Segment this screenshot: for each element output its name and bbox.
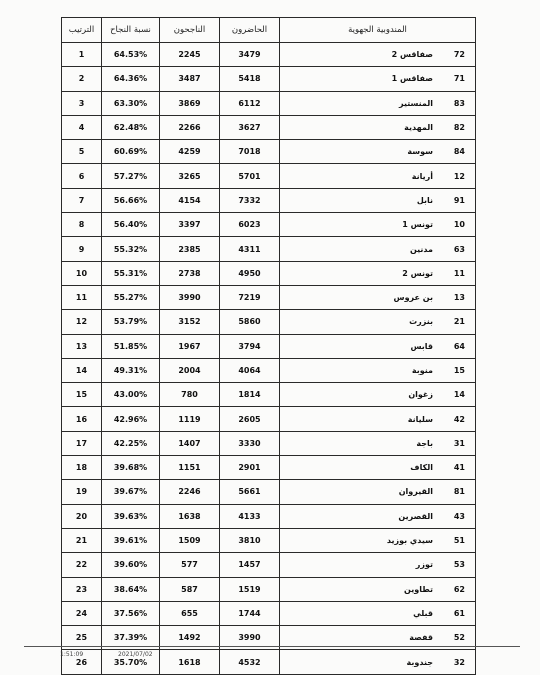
present-cell: 3990 bbox=[220, 626, 280, 650]
region-name: بن عروس bbox=[393, 293, 433, 303]
passed-cell: 3265 bbox=[160, 164, 220, 188]
region-name: جندوبة bbox=[406, 657, 433, 667]
results-table bbox=[61, 17, 476, 675]
passed-cell: 1638 bbox=[160, 504, 220, 528]
footer-time: 1:51:09 bbox=[60, 651, 84, 658]
present-cell: 3627 bbox=[220, 115, 280, 139]
passed-cell: 1119 bbox=[160, 407, 220, 431]
passed-cell: 4154 bbox=[160, 188, 220, 212]
present-cell: 5418 bbox=[220, 67, 280, 91]
table-row bbox=[62, 407, 476, 431]
region-name: صفاقس 2 bbox=[391, 50, 433, 60]
rank-cell: 21 bbox=[62, 528, 102, 552]
table-row bbox=[62, 43, 476, 67]
rank-cell: 26 bbox=[62, 650, 102, 674]
rank-cell: 15 bbox=[62, 383, 102, 407]
rank-cell: 23 bbox=[62, 577, 102, 601]
region-code: 31 bbox=[453, 438, 465, 448]
region-cell bbox=[280, 601, 476, 625]
region-code: 32 bbox=[453, 657, 465, 667]
rate-cell: 42.25% bbox=[102, 431, 160, 455]
region-code: 13 bbox=[453, 293, 465, 303]
region-name: مدنين bbox=[409, 244, 433, 254]
region-cell bbox=[280, 650, 476, 674]
rate-cell: 42.96% bbox=[102, 407, 160, 431]
rate-cell: 63.30% bbox=[102, 91, 160, 115]
present-cell: 2605 bbox=[220, 407, 280, 431]
table-row bbox=[62, 383, 476, 407]
table-row bbox=[62, 115, 476, 139]
present-cell: 1744 bbox=[220, 601, 280, 625]
rank-cell: 19 bbox=[62, 480, 102, 504]
region-name: تطاوين bbox=[404, 584, 433, 594]
region-code: 72 bbox=[453, 50, 465, 60]
table-row bbox=[62, 528, 476, 552]
region-cell bbox=[280, 456, 476, 480]
region-code: 52 bbox=[453, 633, 465, 643]
table-row bbox=[62, 213, 476, 237]
present-cell: 4064 bbox=[220, 358, 280, 382]
rank-cell: 10 bbox=[62, 261, 102, 285]
present-cell: 4311 bbox=[220, 237, 280, 261]
region-code: 14 bbox=[453, 390, 465, 400]
region-code: 15 bbox=[453, 366, 465, 375]
table-row bbox=[62, 285, 476, 309]
region-cell bbox=[280, 310, 476, 334]
rate-cell: 64.53% bbox=[102, 43, 160, 67]
region-name: صفاقس 1 bbox=[391, 74, 433, 84]
region-code: 63 bbox=[453, 244, 465, 254]
region-cell bbox=[280, 67, 476, 91]
region-code: 51 bbox=[453, 536, 465, 546]
region-cell bbox=[280, 334, 476, 358]
region-code: 61 bbox=[453, 608, 465, 618]
table-body bbox=[62, 43, 476, 675]
table-row bbox=[62, 358, 476, 382]
rate-cell: 60.69% bbox=[102, 140, 160, 164]
region-code: 41 bbox=[453, 463, 465, 473]
passed-cell: 2245 bbox=[160, 43, 220, 67]
present-cell: 6112 bbox=[220, 91, 280, 115]
region-name: توزر bbox=[415, 560, 433, 570]
present-cell: 1457 bbox=[220, 553, 280, 577]
table-row bbox=[62, 431, 476, 455]
rate-cell: 37.56% bbox=[102, 601, 160, 625]
table-row bbox=[62, 456, 476, 480]
present-cell: 5860 bbox=[220, 310, 280, 334]
present-cell: 4532 bbox=[220, 650, 280, 674]
rate-cell: 38.64% bbox=[102, 577, 160, 601]
region-cell bbox=[280, 553, 476, 577]
passed-cell: 2246 bbox=[160, 480, 220, 504]
header-rank: الترتيب bbox=[62, 18, 102, 43]
region-name: سيدي بوزيد bbox=[386, 536, 433, 546]
region-name: أريانة bbox=[411, 171, 433, 181]
passed-cell: 655 bbox=[160, 601, 220, 625]
region-cell bbox=[280, 358, 476, 382]
rate-cell: 37.39% bbox=[102, 626, 160, 650]
table-row bbox=[62, 577, 476, 601]
present-cell: 3479 bbox=[220, 43, 280, 67]
region-name: قفصة bbox=[409, 633, 433, 643]
rank-cell: 8 bbox=[62, 213, 102, 237]
table-row bbox=[62, 261, 476, 285]
rank-cell: 13 bbox=[62, 334, 102, 358]
rank-cell: 17 bbox=[62, 431, 102, 455]
passed-cell: 1618 bbox=[160, 650, 220, 674]
passed-cell: 1492 bbox=[160, 626, 220, 650]
table-row bbox=[62, 91, 476, 115]
rank-cell: 20 bbox=[62, 504, 102, 528]
present-cell: 4133 bbox=[220, 504, 280, 528]
region-name: بنزرت bbox=[409, 317, 433, 327]
rank-cell: 16 bbox=[62, 407, 102, 431]
rank-cell: 22 bbox=[62, 553, 102, 577]
passed-cell: 587 bbox=[160, 577, 220, 601]
table-row bbox=[62, 480, 476, 504]
passed-cell: 2266 bbox=[160, 115, 220, 139]
region-cell bbox=[280, 91, 476, 115]
passed-cell: 3990 bbox=[160, 285, 220, 309]
region-code: 21 bbox=[453, 317, 465, 327]
rate-cell: 49.31% bbox=[102, 358, 160, 382]
region-code: 42 bbox=[453, 414, 465, 424]
rank-cell: 18 bbox=[62, 456, 102, 480]
rank-cell: 7 bbox=[62, 188, 102, 212]
footer-divider bbox=[24, 646, 520, 647]
rate-cell: 56.40% bbox=[102, 213, 160, 237]
present-cell: 6023 bbox=[220, 213, 280, 237]
region-cell bbox=[280, 431, 476, 455]
present-cell: 5661 bbox=[220, 480, 280, 504]
rate-cell: 55.31% bbox=[102, 261, 160, 285]
rank-cell: 5 bbox=[62, 140, 102, 164]
region-code: 84 bbox=[453, 147, 465, 157]
region-code: 64 bbox=[453, 341, 465, 351]
present-cell: 5701 bbox=[220, 164, 280, 188]
rate-cell: 39.68% bbox=[102, 456, 160, 480]
rate-cell: 39.63% bbox=[102, 504, 160, 528]
region-cell bbox=[280, 528, 476, 552]
present-cell: 1519 bbox=[220, 577, 280, 601]
passed-cell: 1509 bbox=[160, 528, 220, 552]
passed-cell: 1967 bbox=[160, 334, 220, 358]
region-name: تونس 1 bbox=[402, 220, 433, 230]
passed-cell: 2738 bbox=[160, 261, 220, 285]
header-rate: نسبة النجاح bbox=[102, 18, 160, 43]
rate-cell: 55.27% bbox=[102, 285, 160, 309]
region-cell bbox=[280, 577, 476, 601]
header-present: الحاضرون bbox=[220, 18, 280, 43]
rate-cell: 57.27% bbox=[102, 164, 160, 188]
rate-cell: 43.00% bbox=[102, 383, 160, 407]
region-code: 10 bbox=[453, 220, 465, 230]
region-cell bbox=[280, 237, 476, 261]
present-cell: 3330 bbox=[220, 431, 280, 455]
region-code: 71 bbox=[453, 74, 465, 84]
region-cell bbox=[280, 407, 476, 431]
region-name: الكاف bbox=[410, 463, 433, 473]
region-cell bbox=[280, 140, 476, 164]
passed-cell: 2004 bbox=[160, 358, 220, 382]
table-row bbox=[62, 310, 476, 334]
table-row bbox=[62, 334, 476, 358]
rank-cell: 1 bbox=[62, 43, 102, 67]
table-row bbox=[62, 188, 476, 212]
present-cell: 7332 bbox=[220, 188, 280, 212]
table-row bbox=[62, 67, 476, 91]
region-cell bbox=[280, 43, 476, 67]
region-code: 83 bbox=[453, 98, 465, 108]
footer-date: 2021/07/02 bbox=[118, 651, 153, 658]
passed-cell: 1151 bbox=[160, 456, 220, 480]
region-name: سليانة bbox=[407, 414, 433, 424]
passed-cell: 3152 bbox=[160, 310, 220, 334]
rate-cell: 39.67% bbox=[102, 480, 160, 504]
table-header-row bbox=[62, 18, 476, 43]
rate-cell: 39.60% bbox=[102, 553, 160, 577]
rank-cell: 2 bbox=[62, 67, 102, 91]
present-cell: 7219 bbox=[220, 285, 280, 309]
present-cell: 3794 bbox=[220, 334, 280, 358]
rank-cell: 14 bbox=[62, 358, 102, 382]
passed-cell: 4259 bbox=[160, 140, 220, 164]
table-row bbox=[62, 164, 476, 188]
table-row bbox=[62, 237, 476, 261]
present-cell: 7018 bbox=[220, 140, 280, 164]
region-cell bbox=[280, 261, 476, 285]
passed-cell: 1407 bbox=[160, 431, 220, 455]
table-row bbox=[62, 601, 476, 625]
present-cell: 2901 bbox=[220, 456, 280, 480]
passed-cell: 3397 bbox=[160, 213, 220, 237]
region-code: 12 bbox=[453, 171, 465, 181]
table-row bbox=[62, 504, 476, 528]
region-cell bbox=[280, 285, 476, 309]
region-name: تونس 2 bbox=[402, 268, 433, 278]
region-name: نابل bbox=[416, 195, 433, 205]
region-cell bbox=[280, 383, 476, 407]
present-cell: 4950 bbox=[220, 261, 280, 285]
region-cell bbox=[280, 504, 476, 528]
rank-cell: 6 bbox=[62, 164, 102, 188]
header-region: المندوبية الجهوية bbox=[280, 18, 476, 43]
region-cell bbox=[280, 115, 476, 139]
rate-cell: 62.48% bbox=[102, 115, 160, 139]
region-cell bbox=[280, 188, 476, 212]
table-row bbox=[62, 553, 476, 577]
rank-cell: 9 bbox=[62, 237, 102, 261]
region-code: 53 bbox=[453, 560, 465, 570]
region-name: القصرين bbox=[398, 511, 433, 521]
region-name: سوسة bbox=[407, 147, 433, 157]
rate-cell: 55.32% bbox=[102, 237, 160, 261]
region-code: 91 bbox=[453, 195, 465, 205]
rate-cell: 39.61% bbox=[102, 528, 160, 552]
rank-cell: 12 bbox=[62, 310, 102, 334]
region-name: زغوان bbox=[408, 390, 433, 400]
header-passed: الناجحون bbox=[160, 18, 220, 43]
table-row bbox=[62, 140, 476, 164]
passed-cell: 780 bbox=[160, 383, 220, 407]
region-name: منوبة bbox=[411, 366, 433, 375]
region-cell bbox=[280, 164, 476, 188]
region-cell bbox=[280, 213, 476, 237]
passed-cell: 2385 bbox=[160, 237, 220, 261]
rank-cell: 25 bbox=[62, 626, 102, 650]
rank-cell: 11 bbox=[62, 285, 102, 309]
rank-cell: 24 bbox=[62, 601, 102, 625]
passed-cell: 577 bbox=[160, 553, 220, 577]
region-name: القيروان bbox=[398, 487, 433, 497]
rate-cell: 53.79% bbox=[102, 310, 160, 334]
region-code: 62 bbox=[453, 584, 465, 594]
region-name: قبلي bbox=[413, 608, 433, 618]
present-cell: 3810 bbox=[220, 528, 280, 552]
passed-cell: 3487 bbox=[160, 67, 220, 91]
region-name: المهدية bbox=[404, 123, 433, 133]
region-name: باجة bbox=[416, 438, 433, 448]
region-cell bbox=[280, 480, 476, 504]
region-code: 81 bbox=[453, 487, 465, 497]
region-code: 11 bbox=[453, 268, 465, 278]
rank-cell: 3 bbox=[62, 91, 102, 115]
region-name: المنستير bbox=[398, 98, 433, 108]
present-cell: 1814 bbox=[220, 383, 280, 407]
region-code: 82 bbox=[453, 123, 465, 133]
rank-cell: 4 bbox=[62, 115, 102, 139]
passed-cell: 3869 bbox=[160, 91, 220, 115]
region-code: 43 bbox=[453, 511, 465, 521]
rate-cell: 35.70% bbox=[102, 650, 160, 674]
rate-cell: 56.66% bbox=[102, 188, 160, 212]
rate-cell: 51.85% bbox=[102, 334, 160, 358]
region-name: قابس bbox=[410, 341, 433, 351]
rate-cell: 64.36% bbox=[102, 67, 160, 91]
